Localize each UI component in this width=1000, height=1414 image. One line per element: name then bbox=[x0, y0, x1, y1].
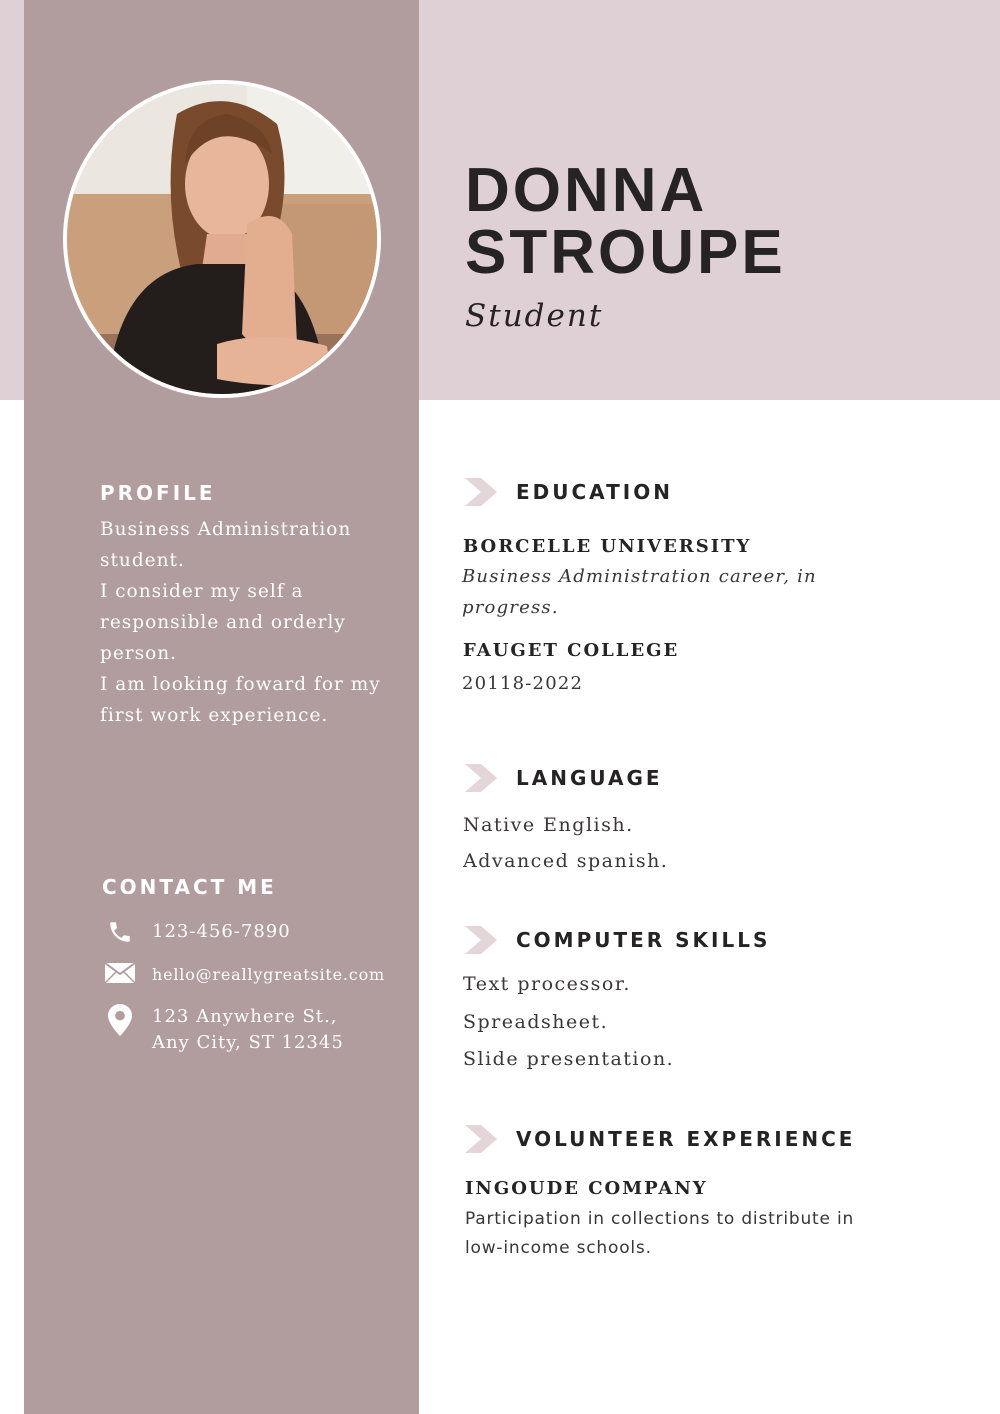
profile-text bbox=[100, 514, 400, 731]
profile-heading: PROFILE bbox=[100, 481, 216, 505]
contact-heading: CONTACT ME bbox=[102, 875, 277, 899]
location-pin-icon bbox=[104, 1004, 136, 1032]
language-heading bbox=[465, 764, 663, 792]
full-name bbox=[465, 156, 786, 287]
language-item: Advanced spanish. bbox=[463, 850, 669, 872]
skill-item: Slide presentation. bbox=[463, 1048, 675, 1070]
education-title: EDUCATION bbox=[516, 480, 673, 504]
language-item: Native English. bbox=[463, 814, 634, 836]
profile-text-content: Business Administration student. I consider my self a responsible and orderly person. I am looking foward for my first work experience. bbox=[100, 519, 381, 726]
first-name: DONNA bbox=[465, 156, 708, 225]
volunteer-title: VOLUNTEER EXPERIENCE bbox=[516, 1127, 856, 1151]
address-line-2: Any City, ST 12345 bbox=[152, 1032, 344, 1053]
email-address[interactable]: hello@reallygreatsite.com bbox=[152, 965, 385, 984]
chevron-right-icon bbox=[465, 478, 497, 506]
computer-skills-heading bbox=[465, 926, 770, 954]
phone-icon bbox=[104, 919, 136, 947]
education-detail: Business Administration career, in progress. bbox=[462, 566, 817, 618]
phone-number[interactable]: 123-456-7890 bbox=[152, 921, 291, 942]
volunteer-detail: Participation in collections to distribute in low-income schools. bbox=[465, 1209, 855, 1258]
address-line-1: 123 Anywhere St., bbox=[152, 1006, 338, 1027]
last-name: STROUPE bbox=[465, 218, 786, 287]
chevron-right-icon bbox=[465, 926, 497, 954]
education-school: BORCELLE UNIVERSITY bbox=[463, 536, 752, 557]
computer-skills-title: COMPUTER SKILLS bbox=[516, 928, 771, 952]
job-title: Student bbox=[465, 298, 604, 334]
chevron-right-icon bbox=[465, 1125, 497, 1153]
chevron-right-icon bbox=[465, 764, 497, 792]
contact-address bbox=[104, 1004, 344, 1056]
contact-email bbox=[104, 962, 385, 990]
skill-item: Spreadsheet. bbox=[463, 1011, 609, 1033]
language-title: LANGUAGE bbox=[516, 766, 663, 790]
envelope-icon bbox=[104, 962, 136, 990]
portrait-photo bbox=[63, 80, 381, 398]
skill-item: Text processor. bbox=[463, 973, 631, 995]
address bbox=[152, 1004, 344, 1056]
education-school: FAUGET COLLEGE bbox=[463, 640, 680, 661]
volunteer-heading bbox=[465, 1125, 855, 1153]
volunteer-company: INGOUDE COMPANY bbox=[465, 1178, 708, 1199]
education-heading bbox=[465, 478, 673, 506]
contact-phone bbox=[104, 919, 291, 947]
education-detail: 20118-2022 bbox=[462, 673, 584, 694]
